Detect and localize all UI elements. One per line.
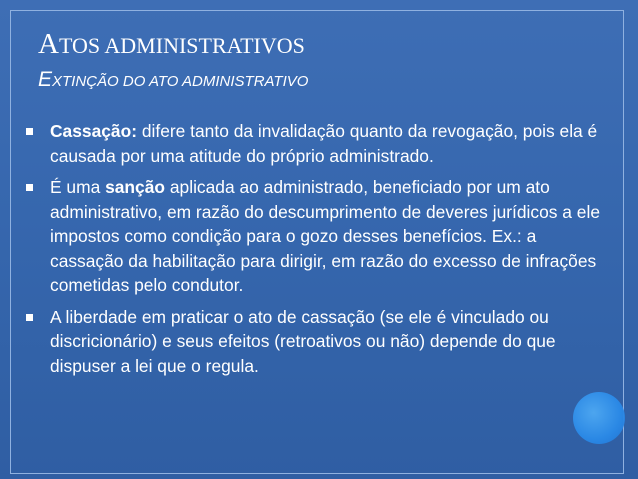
bullet-text: aplicada ao administrado, beneficiado por um ato administrativo, em razão do descumprimento de deveres jurídicos a ele impostos como condição para o gozo desses benefícios. Ex.: a cassação da habilitação para dirigir, em razão do excesso de infrações cometidas pelo condutor. [50, 177, 601, 295]
bullet-cassacao [26, 119, 601, 168]
bullet-sancao [26, 175, 601, 298]
bullet-text: difere tanto da invalidação quanto da revogação, pois ela é causada por uma atitude do próprio administrado. [50, 121, 598, 166]
subtitle-capital: E [38, 68, 53, 91]
bullet-text: A liberdade em praticar o ato de cassação (se ele é vinculado ou discricionário) e seus efeitos (retroativos ou não) depende do que dispuser a lei que o regula. [50, 306, 556, 376]
bullet-bold: sanção [105, 177, 166, 197]
title-capital: A [38, 28, 59, 60]
bullet-liberdade [26, 305, 601, 379]
slide-title [38, 28, 305, 61]
bullet-marker-icon [26, 128, 33, 135]
bullet-bold: Cassação: [50, 121, 138, 141]
bullet-pre: É uma [50, 177, 106, 197]
decorative-circle-icon [573, 392, 625, 444]
title-rest: TOS ADMINISTRATIVOS [58, 33, 305, 58]
bullet-list [26, 119, 601, 385]
bullet-marker-icon [26, 314, 33, 321]
subtitle-rest: XTINÇÃO DO ATO ADMINISTRATIVO [52, 73, 309, 90]
slide-subtitle [38, 68, 308, 92]
bullet-marker-icon [26, 184, 33, 191]
